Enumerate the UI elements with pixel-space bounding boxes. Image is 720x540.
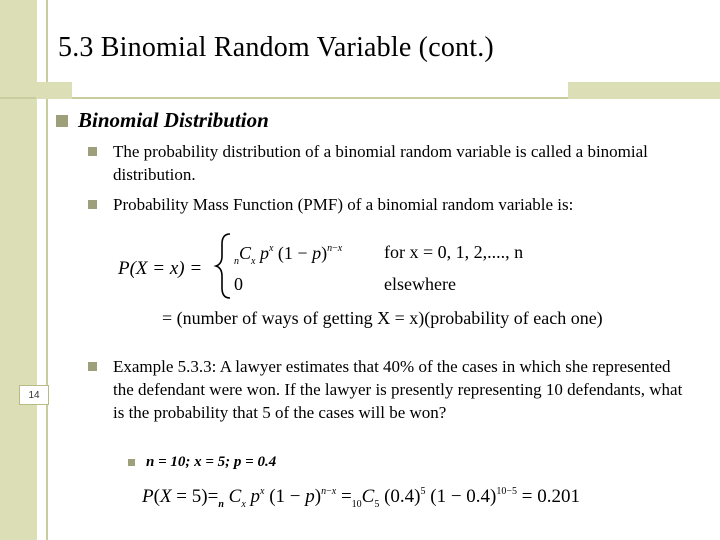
pmf-case1-expr: $_nC_x$ $p^x$ $(1 - p)^n-x$ — [234, 243, 343, 267]
pmf-interpretation: = (number of ways of getting X = x)(probability of each one) — [162, 308, 603, 328]
pmf-case2-cond: elsewhere — [384, 274, 456, 294]
sub-bullet-item — [128, 454, 276, 471]
bullet-text: Probability Mass Function (PMF) of a binomial random variable is: — [113, 195, 574, 214]
sub-bullet-text: n = 10; x = 5; p = 0.4 — [146, 454, 277, 470]
square-bullet-icon — [88, 362, 97, 371]
bullet-item — [88, 193, 683, 216]
bullet-item — [88, 140, 683, 186]
pmf-formula — [112, 228, 702, 338]
title-divider-block-left — [36, 82, 72, 99]
bullet-item — [88, 355, 683, 424]
square-bullet-icon — [88, 200, 97, 209]
example-formula-text: $P(X = 5)=_n$ $C_x$ $p^x$ $(1 - p)^n-x =_{10}C_5$ $(0.4)^5$ $(1 - 0.4)^{10-5} = 0.201$ — [142, 486, 580, 510]
left-decor-rule — [46, 0, 48, 540]
slide-number — [19, 385, 49, 405]
slide-number-label: 14 — [28, 389, 40, 401]
pmf-case1-cond: for x = 0, 1, 2,...., n — [384, 242, 524, 262]
square-bullet-icon — [56, 115, 68, 127]
bullet-text: The probability distribution of a binomial random variable is called a binomial distribution. — [113, 142, 648, 184]
left-decor-band — [0, 0, 40, 540]
brace-icon — [216, 234, 230, 298]
pmf-case2-expr: 0 — [234, 274, 243, 294]
heading-bullet — [56, 108, 269, 133]
title-divider-block-right — [568, 82, 720, 99]
bullet-text: Example 5.3.3: A lawyer estimates that 40% of the cases in which she represented the defendant were won. If the lawyer is presently representing 10 defendants, what is the probability that 5 of the cases will be won? — [113, 357, 683, 422]
square-bullet-icon — [88, 147, 97, 156]
slide-title: 5.3 Binomial Random Variable (cont.) — [58, 32, 494, 63]
section-heading: Binomial Distribution — [78, 108, 269, 132]
square-bullet-icon — [128, 459, 135, 466]
example-formula — [140, 478, 680, 514]
pmf-lhs: P(X = x) = — [118, 258, 203, 279]
example-result: 0.201 — [537, 486, 580, 507]
